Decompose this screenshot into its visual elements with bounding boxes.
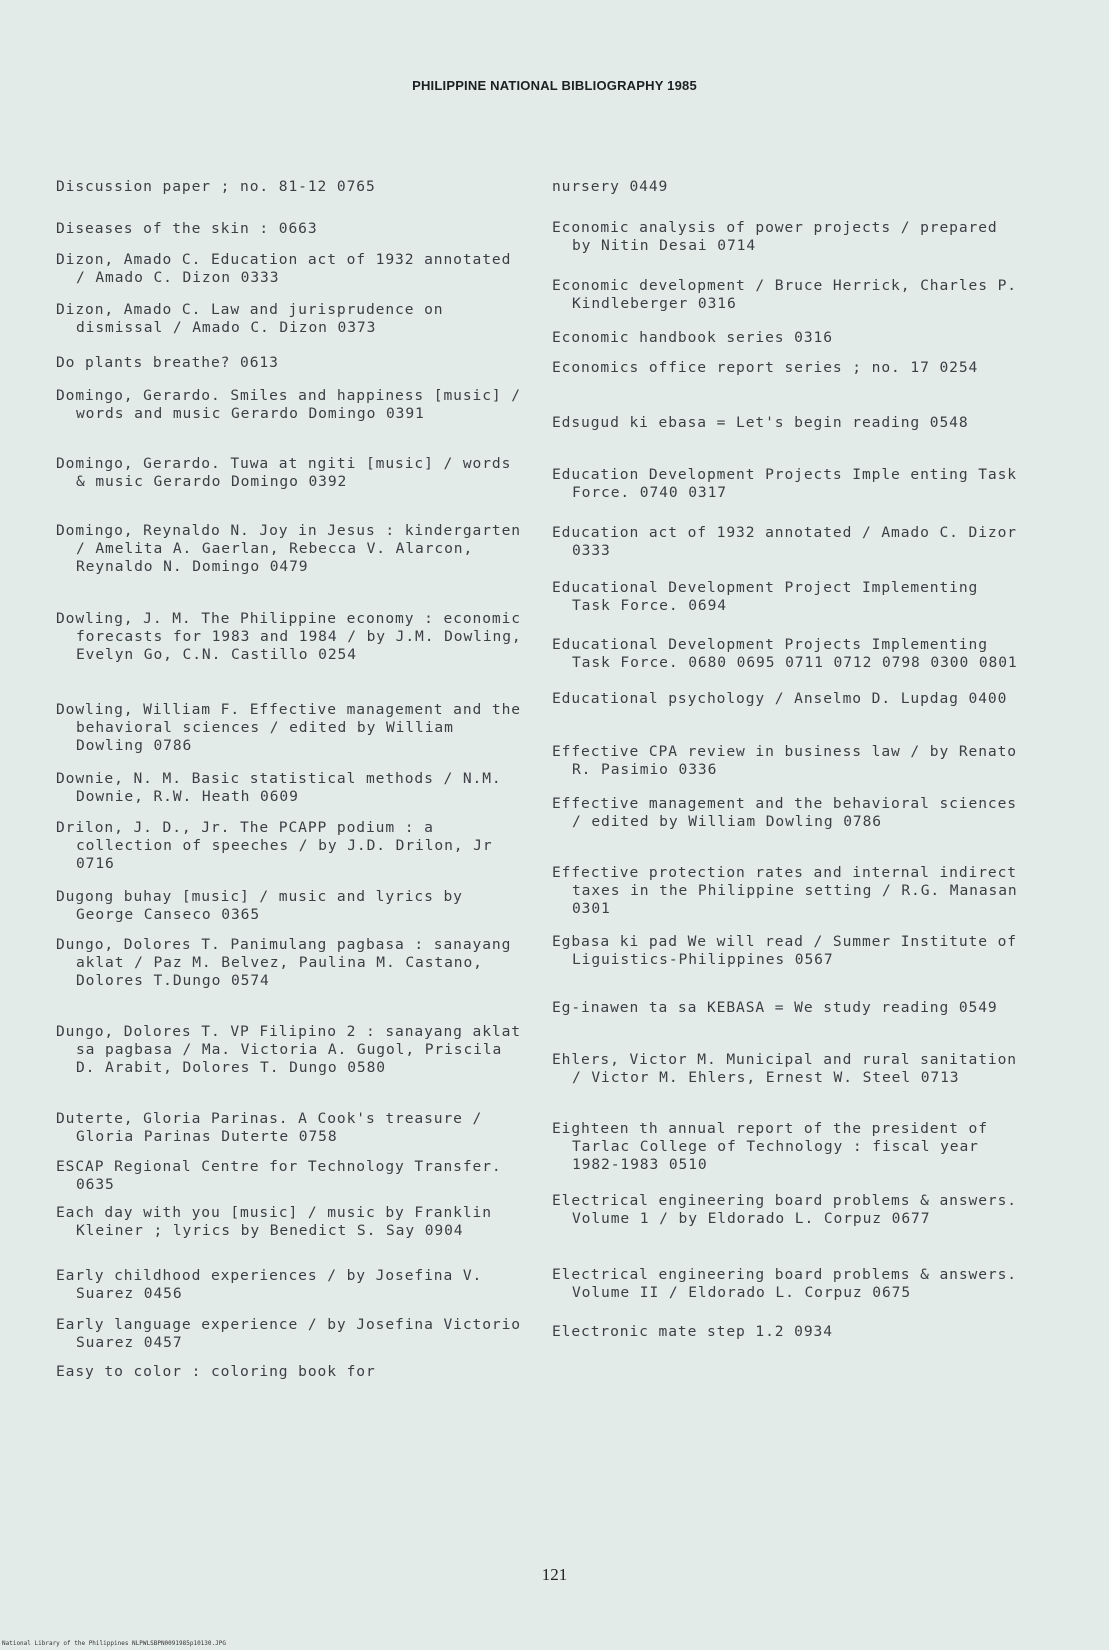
bibliography-entry: Duterte, Gloria Parinas. A Cook's treasure / Gloria Parinas Duterte 0758 [56,1110,483,1145]
bibliography-entry: Domingo, Gerardo. Smiles and happiness [music] / words and music Gerardo Domingo 0391 [56,387,521,422]
bibliography-entry: Education act of 1932 annotated / Amado C. Dizor 0333 [552,524,1017,559]
bibliography-entry: Electrical engineering board problems & answers. Volume 1 / by Eldorado L. Corpuz 0677 [552,1192,1017,1227]
bibliography-entry: Easy to color : coloring book for [56,1363,376,1380]
bibliography-entry: Each day with you [music] / music by Franklin Kleiner ; lyrics by Benedict S. Say 0904 [56,1204,492,1239]
bibliography-entry: Downie, N. M. Basic statistical methods / N.M. Downie, R.W. Heath 0609 [56,770,502,805]
bibliography-entry: Economics office report series ; no. 17 0254 [552,359,979,376]
bibliography-entry: Egbasa ki pad We will read / Summer Institute of Liguistics-Philippines 0567 [552,933,1017,968]
bibliography-entry: Educational Development Projects Implementing Task Force. 0680 0695 0711 0712 0798 0300 0801 [552,636,1018,671]
bibliography-entry: Economic analysis of power projects / prepared by Nitin Desai 0714 [552,219,998,254]
bibliography-entry: Edsugud ki ebasa = Let's begin reading 0548 [552,414,969,431]
bibliography-entry: Dizon, Amado C. Education act of 1932 annotated / Amado C. Dizon 0333 [56,251,512,286]
bibliography-entry: Educational Development Project Implementing Task Force. 0694 [552,579,979,614]
bibliography-entry: Discussion paper ; no. 81-12 0765 [56,178,376,195]
bibliography-entry: Domingo, Reynaldo N. Joy in Jesus : kindergarten / Amelita A. Gaerlan, Rebecca V. Alarcon, Reynaldo N. Domingo 0479 [56,522,521,575]
bibliography-entry: Eg-inawen ta sa KEBASA = We study reading 0549 [552,999,998,1016]
bibliography-entry: Economic development / Bruce Herrick, Charles P. Kindleberger 0316 [552,277,1017,312]
bibliography-entry: Drilon, J. D., Jr. The PCAPP podium : a collection of speeches / by J.D. Drilon, Jr 0716 [56,819,493,872]
bibliography-entry: Diseases of the skin : 0663 [56,220,318,237]
bibliography-entry: Early language experience / by Josefina Victorio Suarez 0457 [56,1316,521,1351]
bibliography-entry: Early childhood experiences / by Josefina V. Suarez 0456 [56,1267,483,1302]
bibliography-entry: Dowling, William F. Effective management and the behavioral sciences / edited by William Dowling 0786 [56,701,521,754]
bibliography-entry: Education Development Projects Imple enting Task Force. 0740 0317 [552,466,1017,501]
page-number: 121 [541,1565,568,1584]
bibliography-entry: nursery 0449 [552,178,669,195]
bibliography-entry: Economic handbook series 0316 [552,329,833,346]
bibliography-entry: Electronic mate step 1.2 0934 [552,1323,833,1340]
left-column [56,178,526,1383]
bibliography-entry: Domingo, Gerardo. Tuwa at ngiti [music] / words & music Gerardo Domingo 0392 [56,455,512,490]
bibliography-entry: Eighteen th annual report of the president of Tarlac College of Technology : fiscal year 1982-1983 0510 [552,1120,988,1173]
bibliography-entry: ESCAP Regional Centre for Technology Transfer. 0635 [56,1158,502,1193]
bibliography-entry: Dizon, Amado C. Law and jurisprudence on dismissal / Amado C. Dizon 0373 [56,301,444,336]
bibliography-entry: Electrical engineering board problems & answers. Volume II / Eldorado L. Corpuz 0675 [552,1266,1017,1301]
scan-credit: National Library of the Philippines NLPWLSBPN0091985p10130.JPG [2,1640,226,1647]
bibliography-entry: Dowling, J. M. The Philippine economy : economic forecasts for 1983 and 1984 / by J.M. Dowling, Evelyn Go, C.N. Castillo 0254 [56,610,522,663]
bibliography-entry: Effective management and the behavioral sciences / edited by William Dowling 0786 [552,795,1017,830]
bibliography-entry: Dugong buhay [music] / music and lyrics by George Canseco 0365 [56,888,463,923]
bibliography-entry: Dungo, Dolores T. VP Filipino 2 : sanayang aklat sa pagbasa / Ma. Victoria A. Gugol, Priscila D. Arabit, Dolores T. Dungo 0580 [56,1023,521,1076]
bibliography-entry: Effective CPA review in business law / by Renato R. Pasimio 0336 [552,743,1017,778]
bibliography-entry: Educational psychology / Anselmo D. Lupdag 0400 [552,690,1008,707]
right-column [552,178,1022,1343]
bibliography-entry: Effective protection rates and internal indirect taxes in the Philippine setting / R.G. Manasan 0301 [552,864,1018,917]
page-header: PHILIPPINE NATIONAL BIBLIOGRAPHY 1985 [412,78,697,93]
bibliography-entry: Do plants breathe? 0613 [56,354,279,371]
bibliography-entry: Ehlers, Victor M. Municipal and rural sanitation / Victor M. Ehlers, Ernest W. Steel 0713 [552,1051,1017,1086]
bibliography-entry: Dungo, Dolores T. Panimulang pagbasa : sanayang aklat / Paz M. Belvez, Paulina M. Castano, Dolores T.Dungo 0574 [56,936,512,989]
